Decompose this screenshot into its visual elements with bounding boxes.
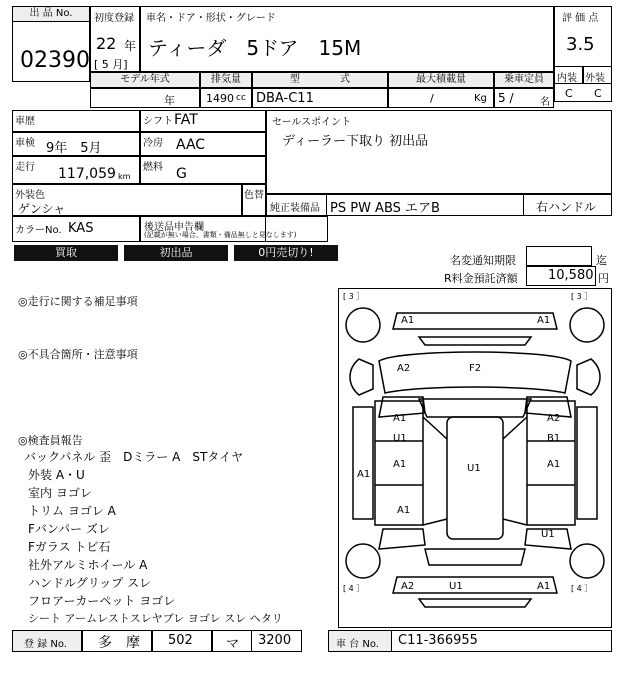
history-label: 車歴 <box>15 116 35 127</box>
damage-mark: A1 <box>393 459 407 470</box>
title-change-cell <box>526 246 592 266</box>
inspector-line: シート アームレストスレヤブレ ヨゴレ スレ ヘタリ <box>28 612 283 625</box>
color-no-label: カラーNo. <box>15 225 62 236</box>
inspector-line: 社外アルミホイール A <box>28 558 148 572</box>
diagram-bottom-right-label: [ 4 ］ <box>571 584 593 593</box>
equipment-label: 純正装備品 <box>270 203 320 214</box>
first-reg-month: [ 5 月] <box>94 58 128 71</box>
running-notes-label: ◎走行に関する補足事項 <box>18 295 138 308</box>
mileage-label: 走行 <box>15 162 35 173</box>
grade: 3.5 <box>566 34 595 55</box>
recycle-value: 10,580 <box>548 268 594 283</box>
car-name-label: 車名・ドア・形状・グレード <box>146 13 276 24</box>
ac: AAC <box>176 137 206 153</box>
capacity-label: 乗車定員 <box>494 72 554 88</box>
recycle-unit: 円 <box>598 272 609 285</box>
grade-label: 評 価 点 <box>562 13 599 24</box>
damage-mark: F2 <box>469 363 482 374</box>
ac-label: 冷房 <box>143 138 163 149</box>
displacement-unit: cc <box>236 93 246 103</box>
wheel-rear-left-icon <box>346 308 380 342</box>
handle: 右ハンドル <box>536 200 597 214</box>
sales-point: ディーラー下取り 初出品 <box>282 134 429 149</box>
zero-yen-badge: 0円売切り! <box>234 245 338 261</box>
damage-mark: A1 <box>393 413 407 424</box>
title-change-unit: 迄 <box>596 254 607 267</box>
car-outline-svg <box>339 289 611 627</box>
exterior-color: ゲンシャ <box>18 202 66 216</box>
interior-grade: C <box>565 87 573 100</box>
shift-label: シフト <box>143 116 173 127</box>
wheel-front-right-icon <box>570 544 604 578</box>
inspector-line: 室内 ヨゴレ <box>28 486 92 500</box>
lot-no: 02390 <box>20 48 90 73</box>
damage-mark: U1 <box>393 433 407 444</box>
reg-number: 3200 <box>258 633 292 648</box>
model-year-cell <box>90 88 200 108</box>
capacity: 5 / <box>498 91 514 105</box>
damage-mark: A1 <box>547 459 561 470</box>
damage-mark: A1 <box>537 315 551 326</box>
recycle-label: R料金預託済額 <box>444 272 518 285</box>
inspector-line: 外装 A・U <box>28 468 85 482</box>
capacity-unit: 名 <box>540 97 550 108</box>
damage-mark: A1 <box>401 315 415 326</box>
chassis-label: 車 台 No. <box>336 639 379 650</box>
defects-label: ◎不具合箇所・注意事項 <box>18 348 138 361</box>
first-reg-year-unit: 年 <box>124 39 137 53</box>
reg-no-label: 登 録 No. <box>24 639 67 650</box>
damage-mark: B1 <box>547 433 561 444</box>
reg-kana: マ <box>226 637 240 652</box>
inspector-line: ハンドルグリップ スレ <box>28 576 152 590</box>
damage-mark: A2 <box>397 363 411 374</box>
equipment: PS PW ABS エアB <box>330 201 440 216</box>
color-change-label: 色替 <box>244 190 264 201</box>
max-load-label: 最大積載量 <box>388 72 494 88</box>
damage-mark: A1 <box>537 581 551 592</box>
inspection: 9年 5月 <box>46 141 102 156</box>
type: DBA-C11 <box>256 91 314 106</box>
reg-place: 多 摩 <box>98 635 140 651</box>
wheel-rear-right-icon <box>570 308 604 342</box>
first-listing-badge: 初出品 <box>124 245 228 261</box>
damage-mark: A1 <box>397 505 411 516</box>
inspector-line: トリム ヨゴレ A <box>28 504 116 518</box>
damage-mark: A1 <box>357 469 371 480</box>
displacement: 1490 <box>206 92 234 105</box>
type-label: 型 式 <box>252 72 388 88</box>
aftermarket-label: 後送品申告欄 <box>144 222 204 233</box>
damage-mark: U1 <box>467 463 481 474</box>
shift: FAT <box>174 112 198 128</box>
interior-label: 内装 <box>557 73 577 84</box>
inspector-line: Fバンパー ズレ <box>28 522 110 536</box>
reg-class: 502 <box>168 633 193 648</box>
inspector-line: バックパネル 歪 Dミラー A STタイヤ <box>24 450 244 464</box>
title-change-label: 名変通知期限 <box>450 254 516 267</box>
diagram-bottom-left-label: [ 4 ］ <box>343 584 365 593</box>
lot-no-label: 出 品 No. <box>12 6 90 22</box>
max-load-unit: Kg <box>474 93 487 104</box>
diagram-top-right-label: [ 3 ］ <box>571 292 593 301</box>
exterior-label: 外装 <box>585 73 605 84</box>
sales-point-label: セールスポイント <box>272 117 352 128</box>
mileage-unit: km <box>118 172 131 181</box>
chassis: C11-366955 <box>398 633 478 648</box>
inspector-line: フロアーカーペット ヨゴレ <box>28 594 176 608</box>
color-no: KAS <box>68 221 94 236</box>
damage-mark: U1 <box>449 581 463 592</box>
first-reg-label: 初度登録 <box>94 13 134 24</box>
buy-badge: 買取 <box>14 245 118 261</box>
damage-mark: A2 <box>547 413 561 424</box>
mileage: 117,059 <box>58 166 116 182</box>
exterior-grade: C <box>594 87 602 100</box>
damage-mark: U1 <box>541 529 555 540</box>
first-reg-year: 22 <box>96 34 117 53</box>
fuel-label: 燃料 <box>143 162 163 173</box>
car-diagram <box>338 288 612 628</box>
aftermarket-note: (記載が無い場合、書類・備品無しと見なします) <box>144 231 297 239</box>
displacement-label: 排気量 <box>200 72 252 88</box>
wheel-front-left-icon <box>346 544 380 578</box>
max-load: / <box>430 92 434 105</box>
inspection-label: 車検 <box>15 138 35 149</box>
exterior-color-label: 外装色 <box>15 190 45 201</box>
damage-mark: A2 <box>401 581 415 592</box>
diagram-top-left-label: [ 3 ］ <box>343 292 365 301</box>
car-name: ティーダ 5ドア 15M <box>148 36 362 60</box>
inspector-label: ◎検査員報告 <box>18 434 83 447</box>
model-year-label: モデル年式 <box>90 72 200 88</box>
inspector-line: Fガラス トビ石 <box>28 540 111 554</box>
model-year-value: 年 <box>164 94 175 107</box>
fuel: G <box>176 166 187 182</box>
